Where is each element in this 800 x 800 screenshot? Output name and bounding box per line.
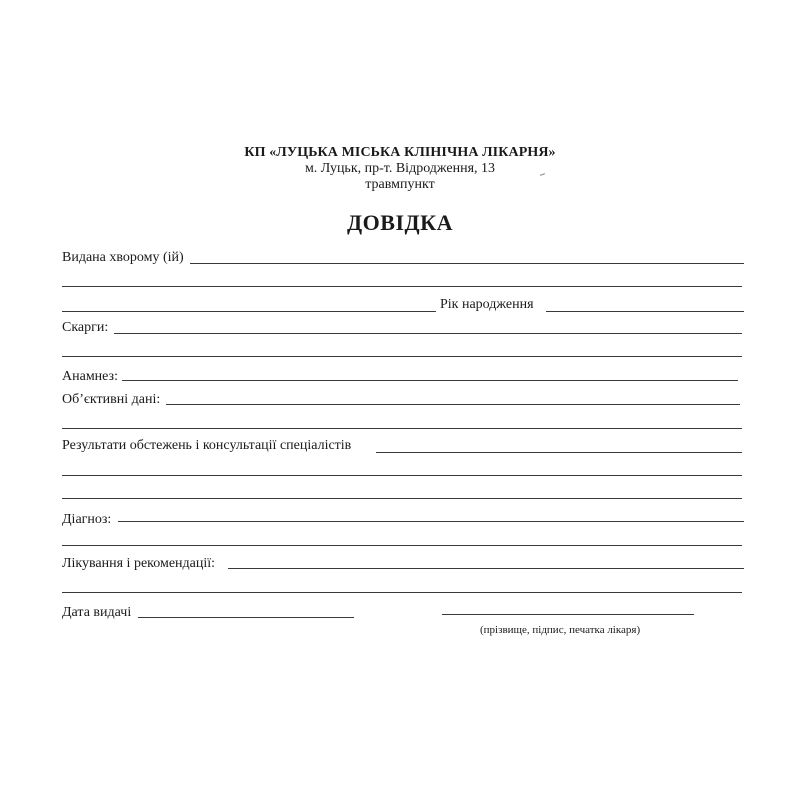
diagnosis-line-2[interactable] (62, 545, 742, 546)
organization-address: м. Луцьк, пр-т. Відродження, 13 (304, 161, 496, 176)
signature-caption: (прізвище, підпис, печатка лікаря) (480, 624, 641, 636)
signature-line[interactable] (442, 614, 694, 615)
objective-label: Об’єктивні дані: (62, 392, 161, 407)
complaints-line-2[interactable] (62, 356, 742, 357)
patient-line-2[interactable] (62, 286, 742, 287)
anamnesis-label: Анамнез: (62, 369, 118, 384)
organization-name: КП «ЛУЦЬКА МІСЬКА КЛІНІЧНА ЛІКАРНЯ» (244, 145, 556, 160)
anamnesis-line[interactable] (122, 380, 738, 381)
patient-label: Видана хворому (ій) (62, 250, 184, 265)
department-name: травмпункт (365, 177, 435, 192)
complaints-line[interactable] (114, 333, 742, 334)
birth-year-line[interactable] (546, 311, 744, 312)
treatment-line-2[interactable] (62, 592, 742, 593)
diagnosis-line[interactable] (118, 521, 744, 522)
document-title: ДОВІДКА (347, 210, 453, 235)
patient-line-3[interactable] (62, 311, 436, 312)
objective-line-2[interactable] (62, 428, 742, 429)
diagnosis-label: Діагноз: (62, 512, 112, 527)
results-line-3[interactable] (62, 498, 742, 499)
complaints-label: Скарги: (62, 320, 109, 335)
issue-date-line[interactable] (138, 617, 354, 618)
treatment-label: Лікування і рекомендації: (62, 556, 216, 571)
results-line[interactable] (376, 452, 742, 453)
treatment-line[interactable] (228, 568, 744, 569)
issue-date-label: Дата видачі (62, 605, 132, 620)
birth-year-label: Рік народження (440, 297, 534, 312)
results-line-2[interactable] (62, 475, 742, 476)
patient-line[interactable] (190, 263, 744, 264)
objective-line[interactable] (166, 404, 740, 405)
results-label: Результати обстежень і консультації спеціалістів (62, 438, 352, 453)
